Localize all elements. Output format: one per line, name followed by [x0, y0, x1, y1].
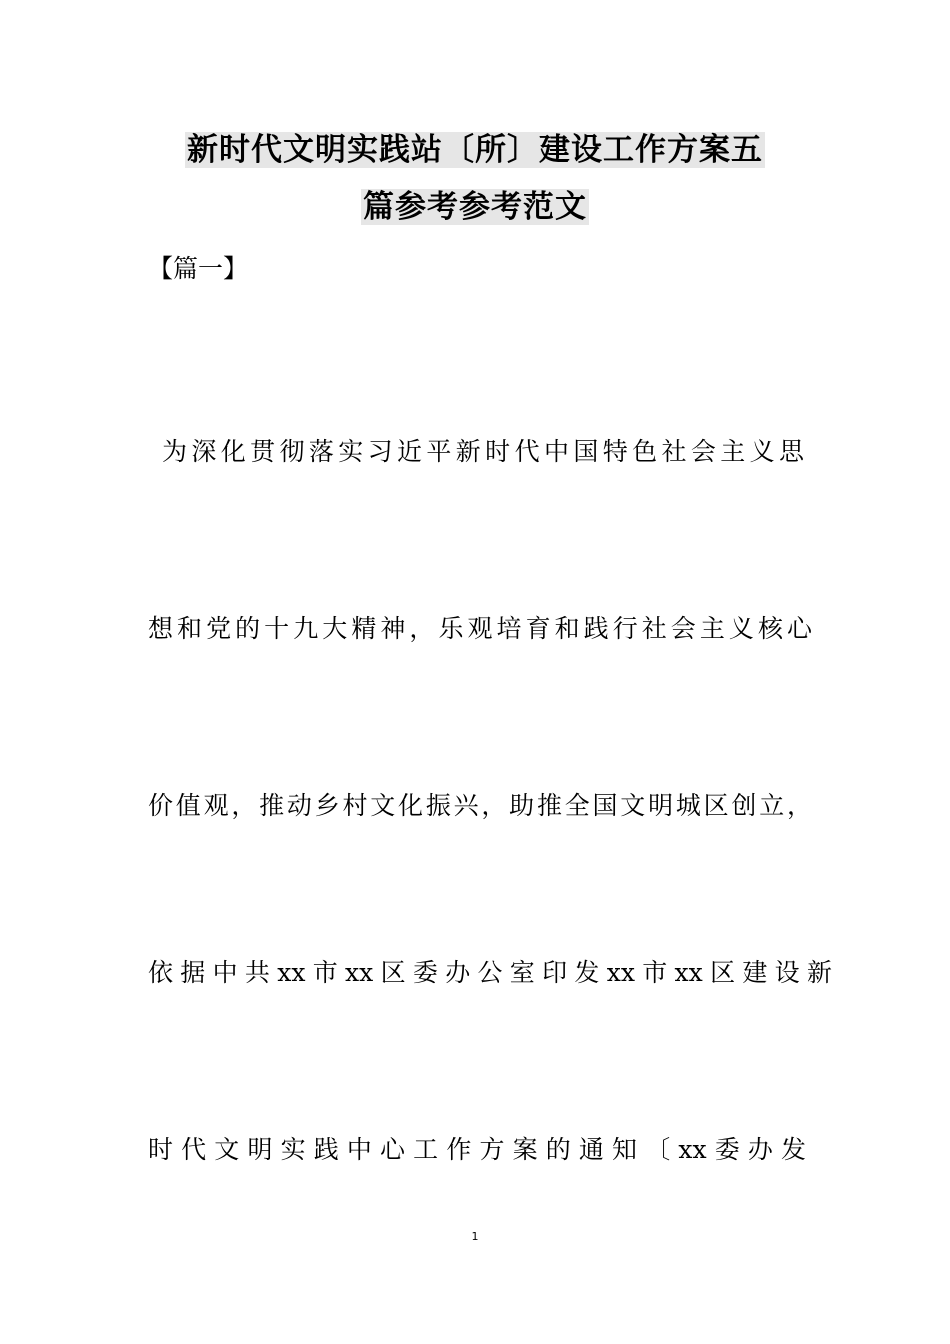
body-text-line: 为深化贯彻落实习近平新时代中国特色社会主义思 [162, 437, 804, 466]
body-text-line: 想和党的十九大精神，乐观培育和践行社会主义核心 [148, 614, 812, 643]
body-text-line: 时代文明实践中心工作方案的通知〔xx委办发 [148, 1135, 806, 1164]
document-title-line-2 [0, 186, 950, 228]
title-highlight-1: 新时代文明实践站〔所〕建设工作方案五 [187, 132, 763, 168]
document-title-line-1 [0, 129, 950, 171]
section-label: 【篇一】 [148, 254, 249, 283]
body-text-line: 依据中共xx市xx区委办公室印发xx市xx区建设新 [148, 958, 832, 987]
title-highlight-2: 篇参考参考范文 [363, 189, 587, 225]
page-number: 1 [471, 1230, 479, 1243]
body-text-line: 价值观，推动乡村文化振兴，助推全国文明城区创立， [148, 791, 812, 820]
